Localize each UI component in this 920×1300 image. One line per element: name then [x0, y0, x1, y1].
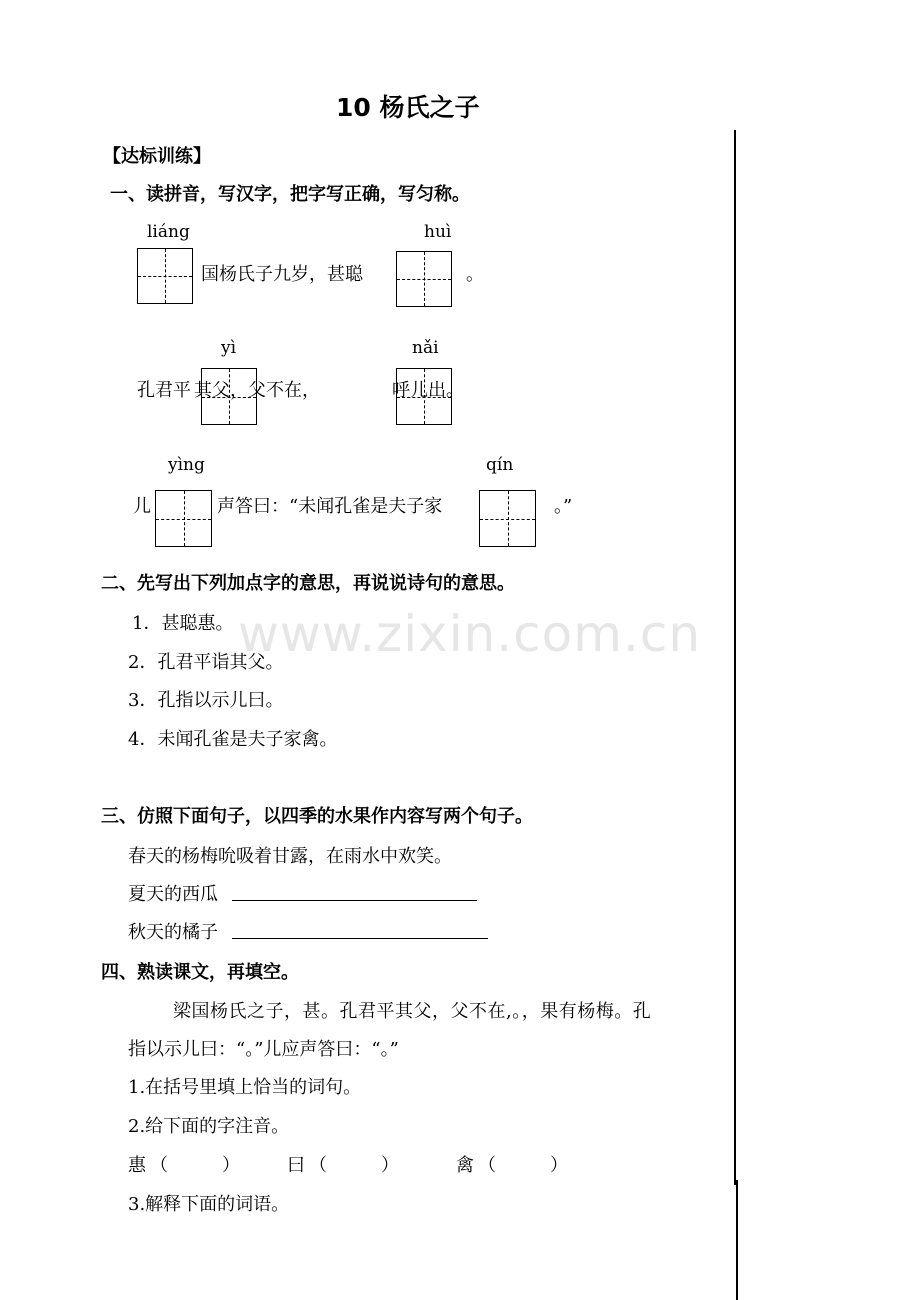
q1-line1-end: 。: [466, 264, 484, 285]
q3-heading: 三、仿照下面句子，以四季的水果作内容写两个句子。: [101, 806, 533, 827]
section-tag: 【达标训练】: [103, 146, 211, 167]
pinyin-liang: liáng: [147, 222, 190, 242]
q1-line2-text-a: 孔君平: [137, 380, 191, 401]
q3-summer-blank[interactable]: [232, 900, 477, 901]
pinyin-hui: huì: [424, 222, 452, 242]
q2-item-2: 2．孔君平诣其父。: [128, 652, 284, 673]
writing-box-liang[interactable]: [137, 248, 193, 304]
q4-sub-1: 1.在括号里填上恰当的词句。: [128, 1077, 362, 1098]
q2-item-3: 3．孔指以示儿曰。: [128, 690, 284, 711]
char-yue: 曰: [287, 1155, 305, 1176]
writing-box-qin[interactable]: [479, 490, 536, 547]
q3-autumn: 秋天的橘子: [128, 922, 218, 943]
pinyin-ying: yìng: [168, 455, 205, 475]
q2-item-1: 1．甚聪惠。: [132, 613, 234, 634]
writing-box-ying[interactable]: [155, 490, 212, 547]
paren-hui[interactable]: （ ）: [150, 1155, 240, 1176]
q4-passage-line2: 指以示儿曰：“。”儿应声答曰：“。”: [128, 1039, 399, 1060]
q1-line2-text-b: 其父，父不在，: [194, 380, 320, 401]
char-qin: 禽: [456, 1155, 474, 1176]
q2-item-4: 4．未闻孔雀是夫子家禽。: [128, 729, 338, 750]
page-title: 10 杨氏之子: [336, 93, 480, 122]
paren-yue[interactable]: （ ）: [309, 1155, 399, 1176]
q1-line2-text-c: 呼儿出。: [392, 380, 464, 401]
q1-line1-text: 国杨氏子九岁，甚聪: [201, 264, 363, 285]
watermark-text: www.zixin.com.cn: [238, 605, 702, 663]
q3-example: 春天的杨梅吮吸着甘露，在雨水中欢笑。: [128, 846, 452, 867]
margin-rule-upper: [734, 130, 736, 1185]
q1-line3-text-a: 儿: [133, 496, 151, 517]
q1-heading: 一、读拼音，写汉字，把字写正确，写匀称。: [110, 184, 470, 205]
char-hui: 惠: [128, 1155, 146, 1176]
q1-line3-text-c: 。”: [554, 496, 573, 517]
margin-rule-lower: [736, 1180, 738, 1300]
q1-line3-text-b: 声答曰：“未闻孔雀是夫子家: [217, 496, 443, 517]
q2-heading: 二、先写出下列加点字的意思，再说说诗句的意思。: [101, 573, 515, 594]
q4-heading: 四、熟读课文，再填空。: [101, 962, 299, 983]
q4-sub-3: 3.解释下面的词语。: [128, 1194, 290, 1215]
q3-summer: 夏天的西瓜: [128, 884, 218, 905]
q4-passage-line1: 梁国杨氏之子，甚。孔君平其父，父不在,。，果有杨梅。孔: [173, 1001, 652, 1022]
q3-autumn-blank[interactable]: [232, 938, 488, 939]
writing-box-hui[interactable]: [396, 251, 452, 307]
pinyin-qin: qín: [486, 455, 514, 475]
paren-qin[interactable]: （ ）: [478, 1155, 568, 1176]
pinyin-yi: yì: [221, 338, 237, 358]
q4-sub-2: 2.给下面的字注音。: [128, 1116, 290, 1137]
pinyin-nai: nǎi: [412, 338, 439, 358]
